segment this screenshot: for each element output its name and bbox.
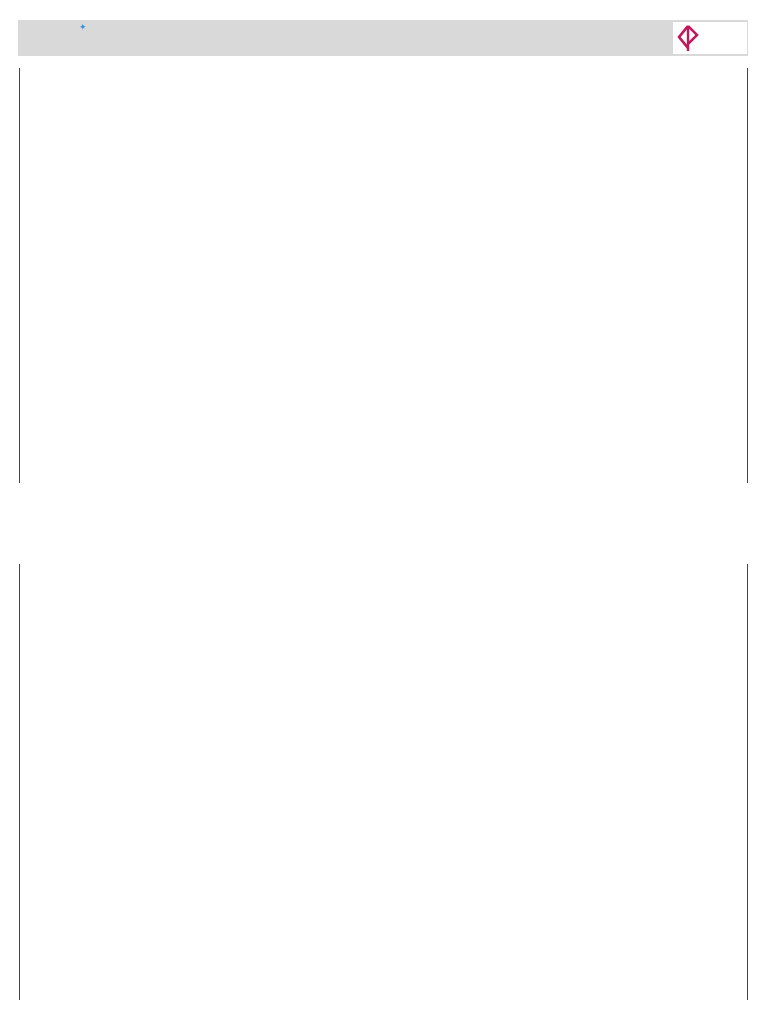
- inspection-sheet-bottom: [19, 564, 748, 1000]
- wison-mark-icon: [675, 24, 701, 52]
- header-bar: [18, 20, 748, 56]
- wison-logo: [673, 22, 747, 54]
- star-icon: ✦: [79, 22, 87, 32]
- inspection-sheet-top: [19, 68, 748, 483]
- farabi-logo: [19, 22, 91, 56]
